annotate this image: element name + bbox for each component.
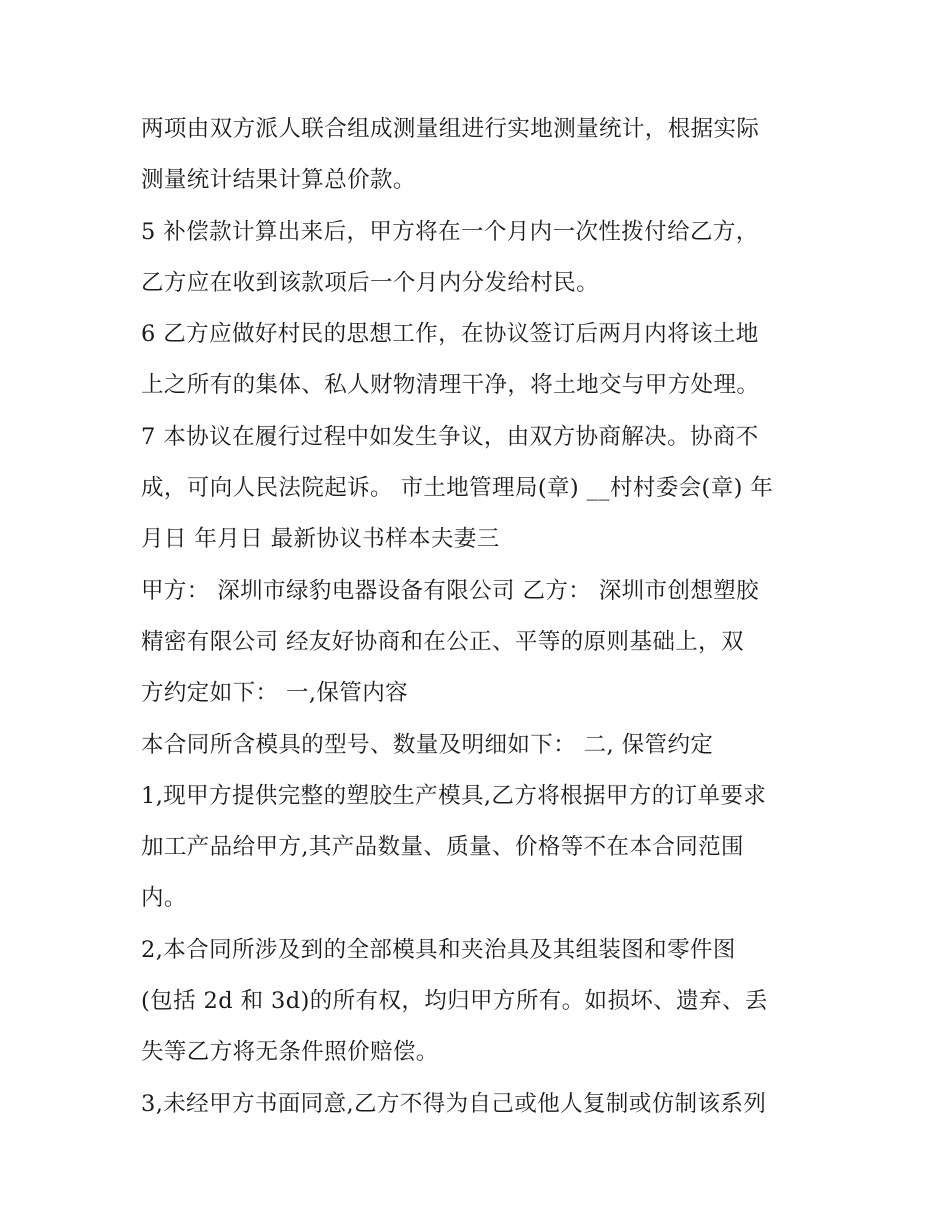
text-line: 5 补偿款计算出来后，甲方将在一个月内一次性拨付给乙方， (141, 218, 759, 245)
text-line: 加工产品给甲方,其产品数量、质量、价格等不在本合同范围 (141, 834, 744, 861)
text-line: (包括 2d 和 3d)的所有权，均归甲方所有。如损坏、遗弃、丢 (141, 988, 768, 1015)
text-line: 2,本合同所涉及到的全部模具和夹治具及其组装图和零件图 (141, 936, 736, 963)
text-line: 方约定如下： 一,保管内容 (141, 680, 409, 707)
text-line: 两项由双方派人联合组成测量组进行实地测量统计，根据实际 (141, 116, 760, 142)
text-line: 甲方： 深圳市绿豹电器设备有限公司 乙方： 深圳市创想塑胶 (141, 577, 760, 604)
text-line: 失等乙方将无条件照价赔偿。 (141, 1039, 439, 1066)
text-line: 乙方应在收到该款项后一个月内分发给村民。 (141, 269, 600, 296)
text-line: 月日 年月日 最新协议书样本夫妻三 (141, 526, 500, 553)
text-line: 精密有限公司 经友好协商和在公正、平等的原则基础上，双 (141, 628, 744, 655)
text-line: 1,现甲方提供完整的塑胶生产模具,乙方将根据甲方的订单要求 (141, 782, 767, 809)
text-line: 6 乙方应做好村民的思想工作，在协议签订后两月内将该土地 (141, 321, 759, 348)
document-body (141, 104, 821, 1130)
text-line: 本合同所含模具的型号、数量及明细如下： 二, 保管约定 (141, 731, 714, 758)
text-line: 7 本协议在履行过程中如发生争议，由双方协商解决。协商不 (141, 423, 759, 450)
text-line: 内。 (141, 885, 187, 912)
text-line: 上之所有的集体、私人财物清理干净，将土地交与甲方处理。 (141, 372, 760, 399)
text-line: 测量统计结果计算总价款。 (141, 167, 416, 194)
text-line: 3,未经甲方书面同意,乙方不得为自己或他人复制或仿制该系列 (141, 1090, 767, 1117)
text-line: 成，可向人民法院起诉。 市土地管理局(章) __村村委会(章) 年 (141, 475, 774, 502)
